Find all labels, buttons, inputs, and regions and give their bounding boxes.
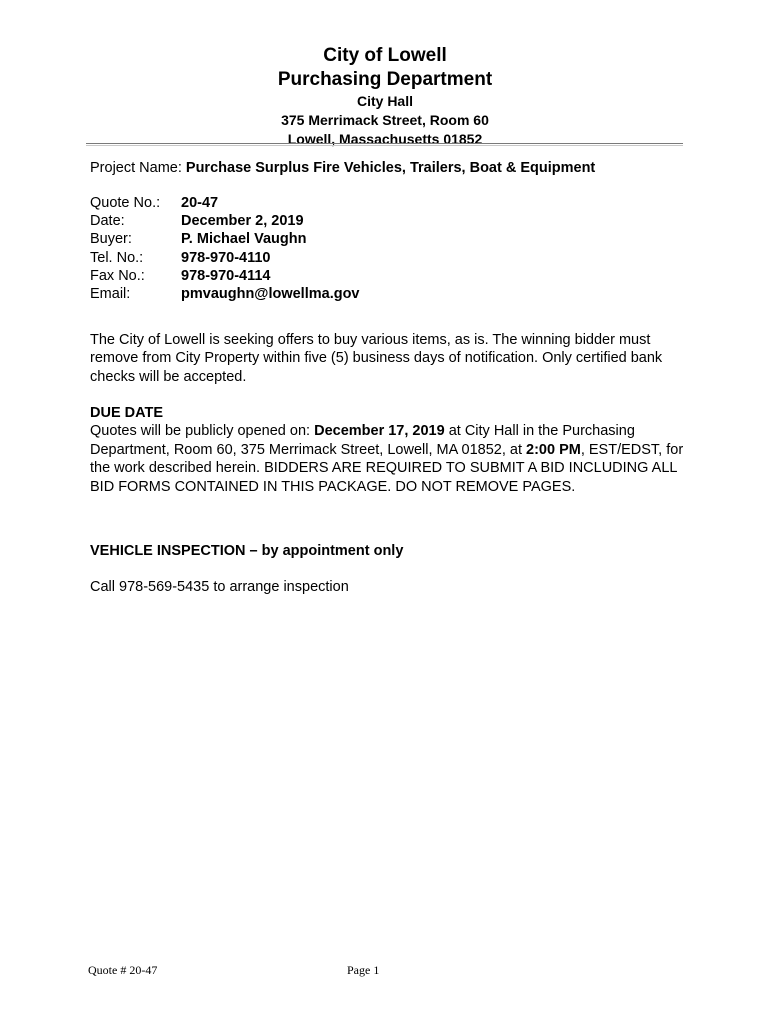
date-value: December 2, 2019: [181, 213, 304, 230]
buyer-label: Buyer:: [90, 231, 132, 248]
info-row-buyer: [90, 230, 360, 248]
due-text-3: , EST/EDST, for the work described herein. BIDDERS ARE REQUIRED TO SUBMIT A BID INCLUDING ALL BID FORMS CONTAINED IN THIS PACKAGE. DO NOT REMOVE PAGES.: [90, 441, 684, 495]
date-label: Date:: [90, 213, 125, 230]
info-row-email: [90, 285, 360, 303]
quote-info-block: [90, 194, 360, 303]
footer-quote-number: Quote # 20-47: [88, 963, 158, 977]
footer-page-number: Page 1: [347, 963, 380, 977]
info-row-quote: [90, 194, 360, 212]
due-text-1: Quotes will be publicly opened on:: [90, 423, 315, 440]
building-name: City Hall: [356, 93, 413, 109]
email-label: Email:: [90, 285, 131, 302]
intro-paragraph: The City of Lowell is seeking offers to buy various items, as is. The winning bidder must remove from City Property within five (5) business days of notification. Only certified bank checks will be accepted.: [90, 332, 663, 385]
street-address: 375 Merrimack Street, Room 60: [281, 112, 489, 128]
fax-value: 978-970-4114: [181, 267, 271, 284]
project-name: Purchase Surplus Fire Vehicles, Trailers, Boat & Equipment: [185, 160, 596, 176]
tel-value: 978-970-4110: [181, 249, 271, 266]
inspection-call-text: Call 978-569-5435 to arrange inspection: [90, 579, 349, 595]
info-row-tel: [90, 249, 360, 267]
info-row-fax: [90, 267, 360, 285]
inspection-heading: VEHICLE INSPECTION – by appointment only: [90, 543, 404, 559]
city-state-zip: Lowell, Massachusetts 01852: [287, 131, 483, 147]
info-row-date: [90, 212, 360, 230]
header-divider: [86, 143, 683, 146]
tel-label: Tel. No.:: [90, 249, 144, 266]
due-date-heading: DUE DATE: [90, 405, 164, 421]
letterhead: [0, 44, 770, 149]
buyer-value: P. Michael Vaughn: [181, 231, 307, 248]
quote-value: 20-47: [181, 195, 219, 211]
email-value: pmvaughn@lowellma.gov: [181, 285, 360, 302]
due-text-2: at City Hall in the Purchasing Department, Room 60, 375 Merrimack Street, Lowell, MA 01852, at: [90, 423, 635, 458]
project-line: [90, 158, 595, 178]
due-date-value: December 17, 2019: [314, 423, 445, 440]
due-time-value: 2:00 PM: [526, 441, 581, 458]
city-name: City of Lowell: [323, 45, 447, 66]
project-label: Project Name:: [90, 160, 182, 176]
department-name: Purchasing Department: [277, 69, 493, 90]
due-date-paragraph: [90, 422, 690, 496]
due-date-section: [90, 404, 690, 496]
quote-label: Quote No.:: [90, 195, 161, 211]
fax-label: Fax No.:: [90, 267, 145, 284]
